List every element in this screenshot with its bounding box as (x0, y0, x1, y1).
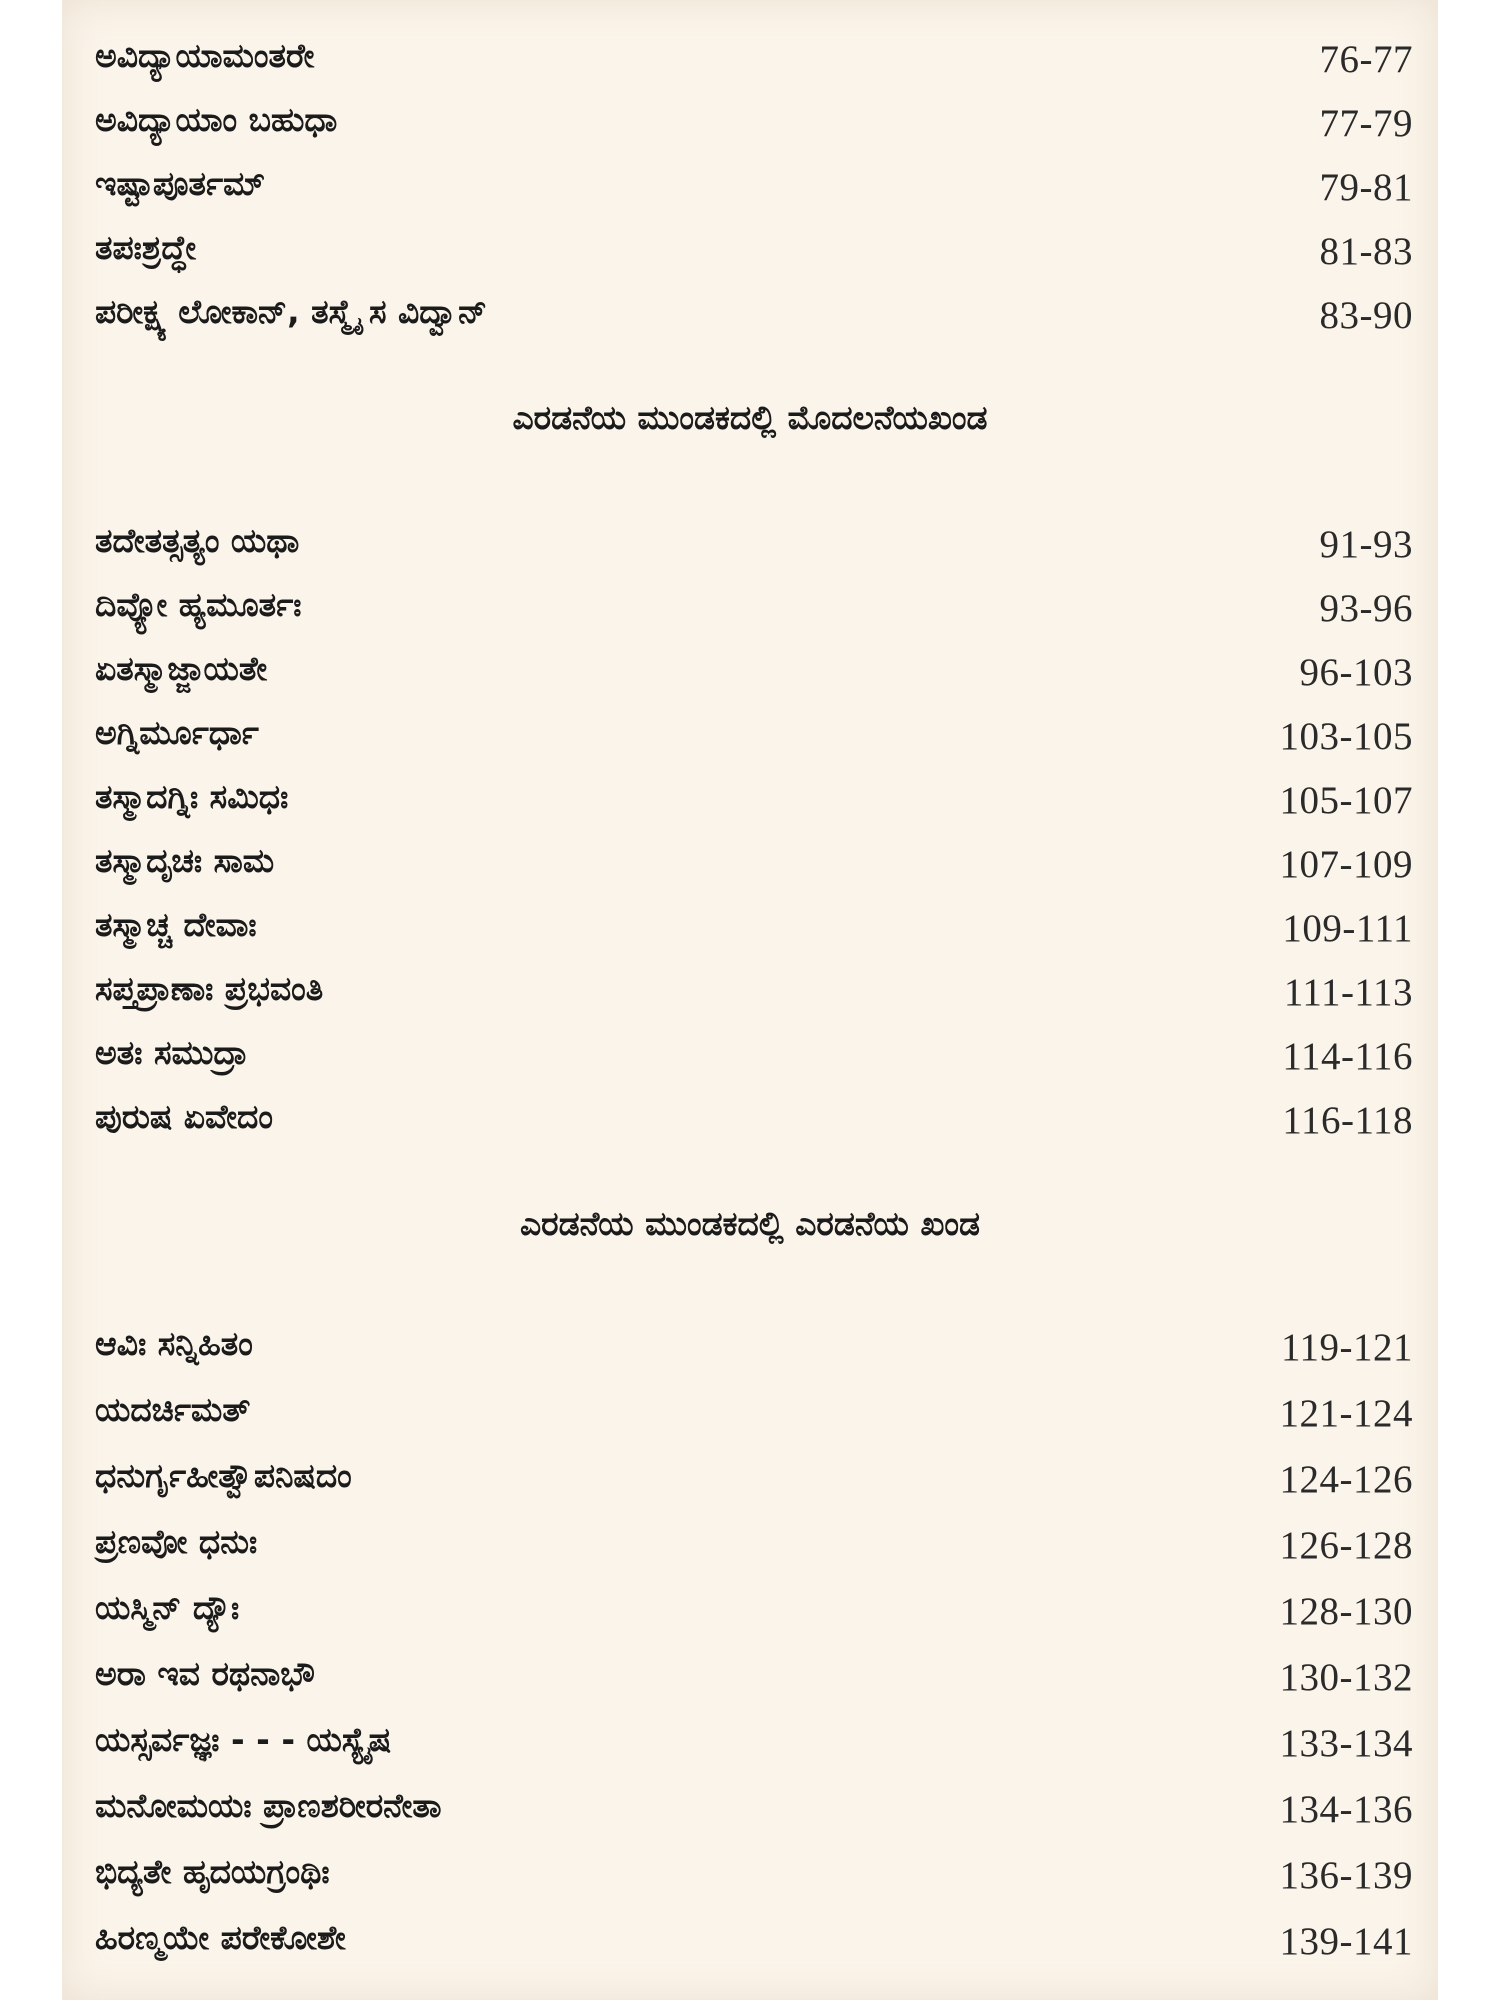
toc-entry-pages: 79-81 (1319, 166, 1413, 209)
toc-entry-pages: 119-121 (1280, 1326, 1413, 1369)
toc-section-1 (95, 30, 1413, 350)
toc-entry-title: ಏತಸ್ಮಾಜ್ಜಾಯತೇ (95, 649, 268, 688)
toc-entry (95, 643, 1413, 707)
toc-entry-pages: 114-116 (1282, 1035, 1413, 1078)
toc-entry-title: ಅವಿದ್ಯಾಯಾಂ ಬಹುಧಾ (95, 100, 338, 139)
toc-entry-pages: 105-107 (1279, 779, 1413, 822)
toc-entry-title: ತಸ್ಮಾದಗ್ನಿಃ ಸಮಿಧಃ (95, 777, 289, 816)
toc-entry-title: ತಸ್ಮಾದೃಚಃ ಸಾಮ (95, 841, 275, 880)
toc-entry-title: ಮನೋಮಯಃ ಪ್ರಾಣಶರೀರನೇತಾ (95, 1786, 442, 1825)
toc-entry-pages: 121-124 (1279, 1392, 1413, 1435)
toc-entry-pages: 81-83 (1319, 230, 1413, 273)
toc-entry-pages: 91-93 (1319, 523, 1413, 566)
toc-entry-pages: 126-128 (1279, 1524, 1413, 1567)
toc-entry (95, 899, 1413, 963)
toc-entry-title: ಅಗ್ನಿರ್ಮೂರ್ಧಾ (95, 713, 259, 752)
toc-entry (95, 1582, 1413, 1648)
toc-entry (95, 1516, 1413, 1582)
section-heading: ಎರಡನೆಯ ಮುಂಡಕದಲ್ಲಿ ಮೊದಲನೆಯಖಂಡ (512, 398, 988, 437)
toc-section-2 (95, 515, 1413, 1155)
toc-entry-title: ಧನುರ್ಗೃಹೀತ್ವೌಪನಿಷದಂ (95, 1456, 352, 1495)
toc-entry-title: ಅತಃ ಸಮುದ್ರಾ (95, 1033, 248, 1072)
toc-entry-title: ಹಿರಣ್ಮಯೇ ಪರೇಕೋಶೇ (95, 1918, 346, 1957)
toc-entry-pages: 93-96 (1319, 587, 1413, 630)
toc-entry (95, 707, 1413, 771)
toc-entry-title: ಪ್ರಣವೋ ಧನುಃ (95, 1522, 258, 1561)
toc-entry-pages: 103-105 (1279, 715, 1413, 758)
toc-entry-pages: 134-136 (1279, 1788, 1413, 1831)
toc-entry-pages: 109-111 (1282, 907, 1413, 950)
toc-section-3 (95, 1318, 1413, 1978)
toc-entry-pages: 96-103 (1299, 651, 1413, 694)
toc-entry-pages: 77-79 (1319, 102, 1413, 145)
toc-entry-pages: 124-126 (1279, 1458, 1413, 1501)
toc-entry (95, 835, 1413, 899)
toc-entry (95, 30, 1413, 94)
section-heading: ಎರಡನೆಯ ಮುಂಡಕದಲ್ಲಿ ಎರಡನೆಯ ಖಂಡ (519, 1204, 980, 1243)
toc-entry (95, 1912, 1413, 1978)
toc-entry (95, 94, 1413, 158)
toc-entry-title: ಪುರುಷ ಏವೇದಂ (95, 1097, 273, 1136)
toc-entry-pages: 128-130 (1279, 1590, 1413, 1633)
toc-entry (95, 1648, 1413, 1714)
toc-entry (95, 286, 1413, 350)
toc-entry-pages: 139-141 (1279, 1920, 1413, 1963)
toc-entry (95, 1318, 1413, 1384)
toc-entry-title: ಭಿದ್ಯತೇ ಹೃದಯಗ್ರಂಥಿಃ (95, 1852, 330, 1891)
toc-entry (95, 515, 1413, 579)
toc-entry (95, 1714, 1413, 1780)
toc-entry-title: ಸಪ್ತಪ್ರಾಣಾಃ ಪ್ರಭವಂತಿ (95, 969, 324, 1008)
toc-entry-pages: 116-118 (1282, 1099, 1413, 1142)
toc-entry-title: ದಿವ್ಯೋ ಹ್ಯಮೂರ್ತಃ (95, 585, 302, 624)
toc-entry-title: ಇಷ್ಟಾಪೂರ್ತಮ್ (95, 164, 266, 203)
toc-entry-title: ತಪಃಶ್ರದ್ಧೇ (95, 228, 197, 267)
toc-entry-title: ಯದರ್ಚಿಮತ್ (95, 1390, 251, 1429)
toc-entry (95, 1450, 1413, 1516)
toc-entry-title: ತದೇತತ್ಸತ್ಯಂ ಯಥಾ (95, 521, 300, 560)
toc-entry-pages: 111-113 (1283, 971, 1413, 1014)
toc-entry (95, 1846, 1413, 1912)
toc-entry (95, 771, 1413, 835)
toc-entry-pages: 130-132 (1279, 1656, 1413, 1699)
toc-entry-title: ಅರಾ ಇವ ರಥನಾಭೌ (95, 1654, 316, 1693)
toc-entry (95, 222, 1413, 286)
toc-entry-title: ಪರೀಕ್ಷ್ಯ ಲೋಕಾನ್, ತಸ್ಮೈ ಸ ವಿದ್ವಾನ್ (95, 292, 488, 331)
toc-entry-title: ಯಸ್ಮಿನ್ ದ್ಯೌಃ (95, 1588, 240, 1627)
toc-entry (95, 158, 1413, 222)
toc-entry-pages: 133-134 (1279, 1722, 1413, 1765)
toc-entry (95, 1027, 1413, 1091)
toc-entry (95, 1091, 1413, 1155)
toc-entry-pages: 107-109 (1279, 843, 1413, 886)
toc-entry-title: ಅವಿದ್ಯಾಯಾಮಂತರೇ (95, 36, 315, 75)
toc-entry-pages: 136-139 (1279, 1854, 1413, 1897)
toc-entry (95, 1780, 1413, 1846)
toc-entry-title: ತಸ್ಮಾಚ್ಚ ದೇವಾಃ (95, 905, 257, 944)
toc-entry-title: ಆವಿಃ ಸನ್ನಿಹಿತಂ (95, 1324, 253, 1363)
toc-entry (95, 1384, 1413, 1450)
toc-entry-title: ಯಸ್ಸರ್ವಜ್ಞಃ - - - ಯಸ್ಯೈಷ (95, 1720, 392, 1759)
toc-entry-pages: 76-77 (1319, 38, 1413, 81)
toc-entry (95, 579, 1413, 643)
toc-entry (95, 963, 1413, 1027)
toc-entry-pages: 83-90 (1319, 294, 1413, 337)
